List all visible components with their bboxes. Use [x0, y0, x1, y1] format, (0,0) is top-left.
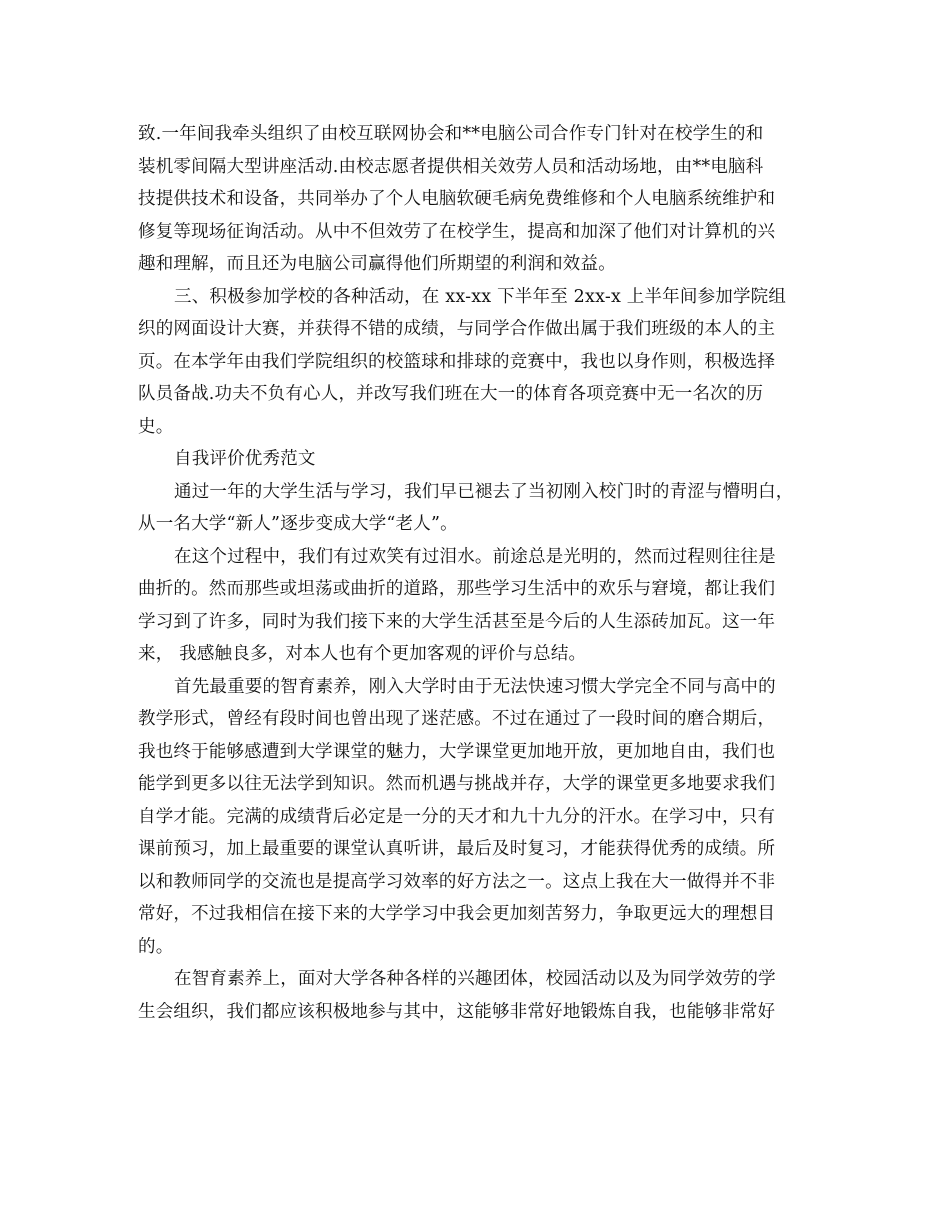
text-line: 技提供技术和设备，共同举办了个人电脑软硬毛病免费维修和个人电脑系统维护和	[138, 189, 776, 209]
text-line: 的。	[138, 936, 174, 957]
text-line: 趣和理解，而且还为电脑公司赢得他们所期望的利润和效益。	[138, 254, 616, 274]
paragraph	[138, 963, 818, 1028]
text-line: 队员备战.功夫不负有心人，并改写我们班在大一的体育各项竞赛中无一名次的历	[138, 384, 764, 404]
text-line: 自我评价优秀范文	[174, 449, 316, 469]
text-line: 从一名大学“新人”逐步变成大学“老人”。	[138, 514, 458, 534]
paragraph	[138, 118, 818, 281]
text-line: 装机零间隔大型讲座活动.由校志愿者提供相关效劳人员和活动场地，由**电脑科	[138, 156, 764, 177]
text-line: 能学到更多以往无法学到知识。然而机遇与挑战并存，大学的课堂更多地要求我们	[138, 774, 776, 794]
text-line: 致.一年间我牵头组织了由校互联网协会和**电脑公司合作专门针对在校学生的和	[138, 124, 764, 144]
text-line: 三、积极参加学校的各种活动，在 xx-xx 下半年至 2xx-x 上半年间参加学院组	[174, 286, 787, 307]
text-line: 课前预习，加上最重要的课堂认真听讲，最后及时复习，才能获得优秀的成绩。所	[138, 839, 776, 859]
text-line: 以和教师同学的交流也是提高学习效率的好方法之一。这点上我在大一做得并不非	[138, 871, 776, 892]
text-line: 我也终于能够感遭到大学课堂的魅力，大学课堂更加地开放，更加地自由，我们也	[138, 741, 776, 762]
text-line: 自学才能。完满的成绩背后必定是一分的天才和九十九分的汗水。在学习中，只有	[138, 806, 776, 827]
text-line: 首先最重要的智育素养，刚入大学时由于无法快速习惯大学完全不同与高中的	[174, 676, 776, 697]
text-line: 在智育素养上，面对大学各种各样的兴趣团体，校园活动以及为同学效劳的学	[174, 969, 776, 989]
paragraph	[138, 541, 818, 671]
text-line: 织的网面设计大赛，并获得不错的成绩，与同学合作做出属于我们班级的本人的主	[138, 319, 776, 339]
document-body	[138, 118, 818, 1028]
text-line: 曲折的。然而那些或坦荡或曲折的道路，那些学习生活中的欢乐与窘境，都让我们	[138, 579, 776, 599]
text-line: 在这个过程中，我们有过欢笑有过泪水。前途总是光明的，然而过程则往往是	[174, 546, 776, 567]
paragraph	[138, 281, 818, 444]
paragraph	[138, 476, 818, 541]
text-line: 通过一年的大学生活与学习，我们早已褪去了当初刚入校门时的青涩与懵明白，	[174, 481, 794, 502]
paragraph	[138, 443, 818, 476]
text-line: 常好，不过我相信在接下来的大学学习中我会更加刻苦努力，争取更远大的理想目	[138, 904, 776, 924]
paragraph	[138, 671, 818, 964]
text-line: 学习到了许多，同时为我们接下来的大学生活甚至是今后的人生添砖加瓦。这一年	[138, 611, 776, 632]
text-line: 修复等现场征询活动。从中不但效劳了在校学生，提高和加深了他们对计算机的兴	[138, 221, 776, 242]
text-line: 来， 我感触良多，对本人也有个更加客观的评价与总结。	[138, 644, 587, 664]
text-line: 史。	[138, 416, 174, 437]
text-line: 教学形式，曾经有段时间也曾出现了迷茫感。不过在通过了一段时间的磨合期后，	[138, 709, 776, 729]
text-line: 页。在本学年由我们学院组织的校篮球和排球的竞赛中，我也以身作则，积极选择	[138, 351, 776, 372]
text-line: 生会组织，我们都应该积极地参与其中，这能够非常好地锻炼自我，也能够非常好	[138, 1001, 776, 1022]
